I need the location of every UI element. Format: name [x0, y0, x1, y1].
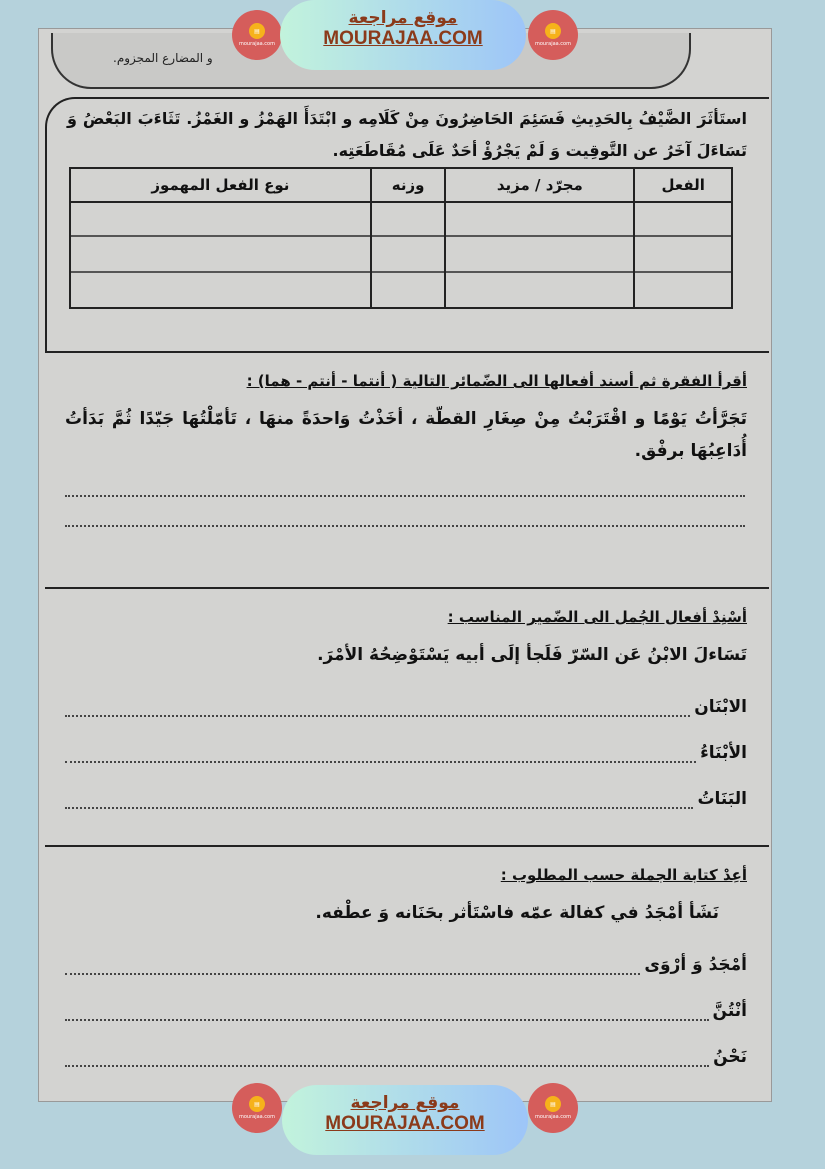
paragraph: تَجَرَّأتُ يَوْمًا و اقْتَرَبْتُ مِنْ صِغَارِ القطّة ، أخَذْتُ وَاحدَةً منهَا ، تَأمّلْتُهَا جَيّدًا ثُمَّ بَدَأتُ أُدَاعِبُهَا برفْق. [65, 409, 747, 461]
col-header-type: مجرّد / مزيد [445, 168, 634, 202]
section-rewrite [45, 845, 769, 1101]
col-header-pattern: وزنه [371, 168, 446, 202]
answer-line[interactable] [65, 697, 690, 717]
answer-line[interactable] [65, 1047, 709, 1067]
answer-line[interactable] [65, 1001, 709, 1021]
site-logo-icon: ▤ mourajaa.com [528, 10, 578, 60]
section-heading: أقرأ الفقرة ثم أسند أفعالها الى الضّمائر التالية ( أنتما - أنتم - هما) : [246, 372, 747, 390]
answer-row[interactable] [45, 717, 769, 763]
section-conjugation [45, 351, 769, 587]
prompt-label: أمْجَدُ وَ أرْوَى [644, 955, 747, 975]
answer-row[interactable] [45, 975, 769, 1021]
prompt-label: البَنَاتُ [697, 789, 747, 809]
paragraph: استَأثَرَ الضَّيْفُ بِالحَدِيثِ فَسَئِمَ الحَاضِرُونَ مِنْ كَلَامِه و ابْتَدَأَ الهَمْزُ و الغَمْزُ. تَثَاءَبَ البَعْضُ وَ تَسَاءَلَ آخَرُ عن التَّوقِيت وَ لَمْ يَجْرُؤْ أحَدٌ عَلَى مُقَاطَعَتِه. [67, 109, 747, 160]
prompt-label: أنْتُنَّ [712, 1001, 747, 1021]
answer-line[interactable] [65, 789, 693, 809]
col-header-hamza-type: نوع الفعل المهموز [70, 168, 371, 202]
sentence: تَسَاءلَ الابْنُ عَن السّرّ فَلَجأ إلَى أبيه يَسْتَوْضِحُهُ الأمْرَ. [317, 645, 747, 665]
answer-line[interactable] [65, 467, 745, 497]
site-logo-icon: ▤ mourajaa.com [232, 1083, 282, 1133]
watermark-banner-bottom[interactable]: موقع مراجعة MOURAJAA.COM [282, 1085, 528, 1155]
answer-row[interactable] [45, 763, 769, 809]
answer-cell[interactable] [371, 202, 446, 308]
section-heading: أسْنِدْ أفعال الجُمل الى الضّمير المناسب : [447, 608, 747, 626]
answer-row[interactable] [45, 671, 769, 717]
previous-section-fragment: و المضارع المجزوم. [51, 33, 691, 89]
worksheet [38, 28, 772, 1102]
answer-row[interactable] [45, 929, 769, 975]
prompt-label: الأبْنَاءُ [700, 743, 747, 763]
answer-line[interactable] [65, 955, 640, 975]
sentence: نَشَأ أمْجَدُ في كفالة عمّه فاسْتَأثر بحَنَانه وَ عطْفه. [315, 903, 719, 923]
section-pronouns [45, 587, 769, 845]
answer-line[interactable] [65, 743, 696, 763]
answer-cell[interactable] [445, 202, 634, 308]
verbs-table [69, 167, 733, 309]
answer-row[interactable] [45, 1021, 769, 1067]
prompt-label: نَحْنُ [713, 1047, 747, 1067]
answer-line[interactable] [65, 497, 745, 527]
section-heading: أعِدْ كتابة الجملة حسب المطلوب : [500, 866, 747, 884]
answer-cell[interactable] [70, 202, 371, 308]
watermark-banner-top[interactable]: موقع مراجعة MOURAJAA.COM [280, 0, 526, 70]
site-logo-icon: ▤ mourajaa.com [232, 10, 282, 60]
site-logo-icon: ▤ mourajaa.com [528, 1083, 578, 1133]
table-row [70, 202, 732, 308]
answer-cell[interactable] [634, 202, 732, 308]
prompt-label: الابْنَان [694, 697, 747, 717]
col-header-verb: الفعل [634, 168, 732, 202]
section-hamza-verbs [45, 97, 769, 351]
